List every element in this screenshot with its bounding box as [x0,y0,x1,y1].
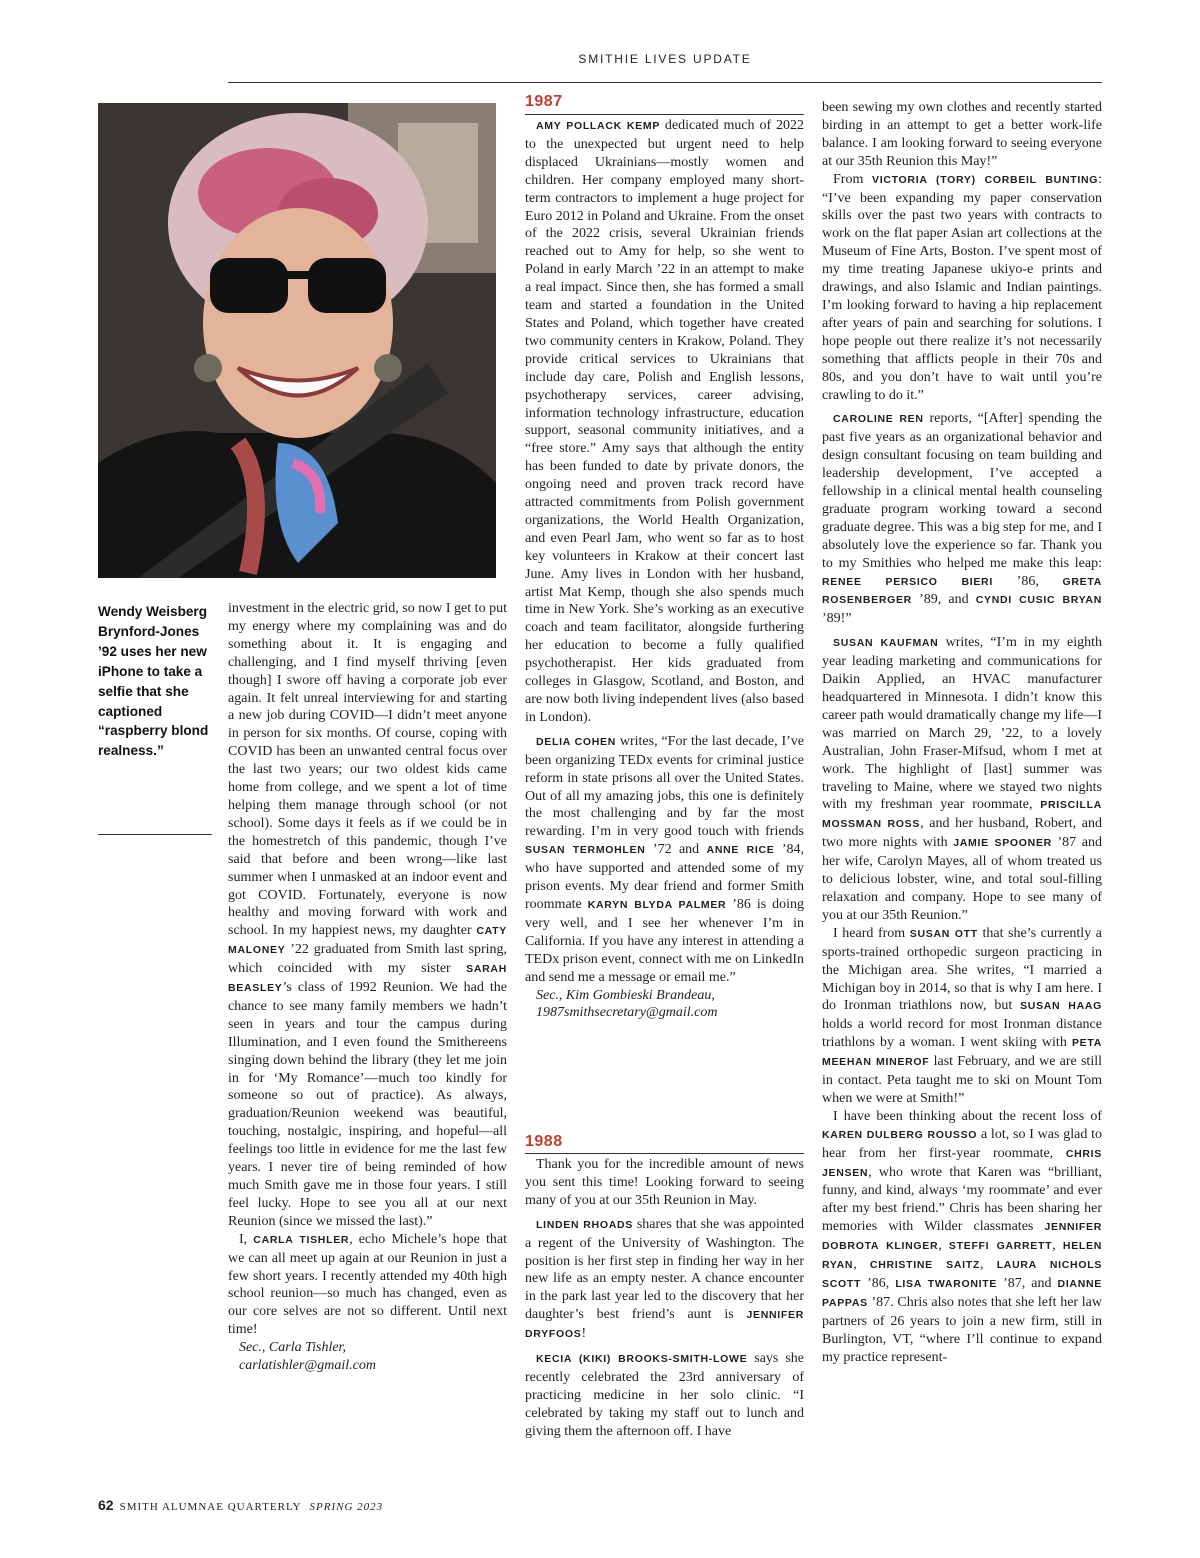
column-2-continued [525,1156,804,1441]
class-year-heading: 1987 [525,93,563,110]
secretary-signature: Sec., Carla Tishler, [239,1340,346,1356]
person-name: GRETA ROSENBERGER [822,575,1102,607]
person-name: SUSAN TERMOHLEN [525,844,646,857]
issue-date: SPRING 2023 [309,1501,384,1513]
secretary-email: 1987smithsecretary@gmail.com [536,1005,718,1021]
person-name: JENNIFER DOBROTA KLINGER [822,1221,1102,1253]
person-name: CAROLINE REN [833,413,924,426]
person-name: CHRISTINE SAITZ [869,1259,980,1272]
person-name: LINDEN RHOADS [536,1218,633,1231]
person-name: DELIA COHEN [536,735,617,748]
person-name: RENEE PERSICO BIERI [822,575,993,588]
paragraph: CAROLINE REN reports, “[After] spending the past five years as an organizational behavior and design consultant focusing on team building and leadership development, I’ve accepted a fellowship in a clinical mental health counseling graduate program working toward a second graduate degree. This was a big step for me, and I absolutely love the experience so far. Thank you to my Smithies who helped me make this leap: RENEE PERSICO BIERI ’86, GRETA ROSENBERGER ’89, and CYNDI CUSIC BRYAN ’89!” [822,411,1102,627]
paragraph: KECIA (KIKI) BROOKS-SMITH-LOWE says she recently celebrated the 23rd anniversary of practicing medicine in her solo clinic. “I celebrated by taking my staff out to lunch and giving them the afternoon off. I have [525,1351,804,1439]
secretary-email: carlatishler@gmail.com [239,1358,376,1374]
person-name: STEFFI GARRETT [948,1240,1053,1253]
paragraph: been sewing my own clothes and recently started birding in an attempt to get a better work-life balance. I am looking forward to seeing everyone at our 35th Reunion this May!” [822,100,1102,169]
column-2 [525,117,804,1022]
caption-rule [98,834,212,835]
paragraph: Thank you for the incredible amount of news you sent this time! Looking forward to seeing many of you at our 35th Reunion in May. [525,1157,804,1208]
section-title: SMITHIE LIVES UPDATE [578,52,752,66]
person-name: KAREN DULBERG ROUSSO [822,1128,978,1141]
person-name: SARAH BEASLEY [228,963,507,995]
paragraph: investment in the electric grid, so now I get to put my energy where my complaining was and do something about it. It is engaging and challenging, and I find myself thriving [even though] I swore off having a corporate job ever again. It felt unreal interviewing for and starting a new job during COVID—I didn’t meet anyone in person for six months. Of course, coping with COVID has been an unwanted central focus over the last two years; our two oldest kids came home from college, and we spent a lot of time helping them manage through school (or not school). Some days it feels as if we could be in the homestretch of this pandemic, though I’ve said that before and been wrong—like last summer when I unmasked at an indoor event and got COVID. Fortunately, everyone is now healthy and moving forward with work and school. In my happiest news, my daughter CATY MALONEY ’22 graduated from Smith last spring, which coincided with my sister SARAH BEASLEY’s class of 1992 Reunion. We had the chance to see many family members we hadn’t seen in years and tour the campus during Illumination, and I even found the Smithereens singing down behind the library (they let me join in for ‘My Romance’—much too kindly for someone so out of practice). As always, graduation/Reunion weekend was beautiful, touching, nostalgic, inspiring, and hopeful—all feelings too little in evidence for me the last few years. I never tire of being reminded of how much Smith gave me in those four years. I still feel lucky. Hope to see you all at our next Reunion (since we missed the last).” [228,601,507,1229]
paragraph: I have been thinking about the recent loss of KAREN DULBERG ROUSSO a lot, so I was glad to hear from her first-year roommate, CHRIS JENSEN, who wrote that Karen was “brilliant, funny, and kind, always ‘my roommate’ and ever after my best friend.” Chris has been sharing her memories with Wilder classmates JENNIFER DOBROTA KLINGER, STEFFI GARRETT, HELEN RYAN, CHRISTINE SAITZ, LAURA NICHOLS SCOTT ’86, LISA TWARONITE ’87, and DIANNE PAPPAS ’87. Chris also notes that she left her law partners of 26 years to join a new firm, still in Burlington, VT, “where I’ll continue to expand my practice represent- [822,1108,1103,1365]
person-name: DIANNE PAPPAS [822,1278,1102,1309]
header-rule [228,82,1102,83]
year-rule [525,114,804,115]
photo-caption: Wendy Weisberg Brynford-Jones ’92 uses her new iPhone to take a selfie that she captioned “raspberry blond realness.” [98,604,209,759]
person-name: VICTORIA (TORY) CORBEIL BUNTING [872,173,1099,186]
paragraph: AMY POLLACK KEMP dedicated much of 2022 to the unexpected but urgent need to help displaced Ukrainians—mostly women and children. Her company employed many short-term contractors to implement a huge project for Euro 2012 in Poland and Ukraine. From the onset of the 2022 crisis, several Ukrainian friends reached out to Amy for help, so she went to Poland in early March ’22 in an attempt to make a real impact. Since then, she has formed a small team and started a foundation in the United States and Poland, which together have created two community centers in Krakow, Poland. They provide critical services to Ukrainians that include day care, Polish and English lessons, psychotherapy services, career advising, information technology infrastructure, education support, seasonal community initiatives, and a “free store.” Amy says that although the entity has been funded to date by private donors, the ongoing need and proven track record have attracted commitments from Polish government organizations, the World Health Organization, and even Pearl Jam, who went so far as to host key volunteers in Krakow at their concert last June. Amy lives in London with her husband, artist Mat Kemp, though she also spends much time in New York. She’s working as an executive coach and team facilitator, alongside furthering her education to become a fully qualified psychotherapist. Her kids graduated from colleges in Glasgow, Scotland, and Boston, and are now both living independent lives (also based in London). [525,118,804,725]
person-name: KECIA (KIKI) BROOKS-SMITH-LOWE [536,1353,748,1366]
paragraph: LINDEN RHOADS shares that she was appointed a regent of the University of Washington. The position is her first step in finding her way in her new life as an empty nester. A chance encounter in the park last year led to the discovery that her daughter’s best friend’s aunt is JENNIFER DRYFOOS! [525,1216,804,1342]
person-name: PRISCILLA MOSSMAN ROSS [822,799,1102,831]
selfie-photo [98,103,496,578]
page-footer [98,1497,383,1513]
person-name: SUSAN KAUFMAN [833,637,939,650]
column-3 [822,99,1102,1367]
paragraph: DELIA COHEN writes, “For the last decade, I’ve been organizing TEDx events for criminal justice reform in state prisons all over the United States. Out of all my amazing jobs, this one is definitely the most challenging and by far the most rewarding. I’m in very good touch with friends SUSAN TERMOHLEN ’72 and ANNE RICE ’84, who have supported and attended some of my prison events. My dear friend and former Smith roommate KARYN BLYDA PALMER ’86 is doing very well, and I see her whenever I’m in California. If you have any interest in attending a TEDx prison event, connect with me on LinkedIn and send me a message or email me.” [525,733,804,985]
person-name: PETA MEEHAN MINEROF [822,1037,1102,1069]
person-name: KARYN BLYDA PALMER [587,898,727,911]
person-name: HELEN RYAN [822,1240,1102,1272]
person-name: JAMIE SPOONER [953,837,1052,850]
publication-name: SMITH ALUMNAE QUARTERLY [119,1501,302,1513]
class-year-heading: 1988 [525,1133,563,1150]
page-number: 62 [98,1497,114,1513]
person-name: SUSAN HAAG [1020,1000,1102,1013]
person-name: JENNIFER DRYFOOS [525,1309,804,1341]
paragraph: I, CARLA TISHLER, echo Michele’s hope that we can all meet up again at our Reunion in just a few short years. I recently attended my 40th high school reunion—so much has changed, even as our core selves are not so different. Until next time! [228,1231,507,1338]
person-name: LAURA NICHOLS SCOTT [822,1259,1103,1290]
person-name: CARLA TISHLER [253,1233,350,1246]
secretary-signature: Sec., Kim Gombieski Brandeau, [536,987,715,1003]
person-name: SUSAN OTT [909,927,978,940]
person-name: AMY POLLACK KEMP [536,120,661,132]
person-name: CHRIS JENSEN [822,1147,1102,1179]
person-name: CATY MALONEY [228,925,507,957]
paragraph: SUSAN KAUFMAN writes, “I’m in my eighth year leading marketing and communications for Daikin Applied, an HVAC manufacturer headquartered in Minnesota. I didn’t know this career path would dramatically change my life—I was married on March 29, ’22, to a lovely Australian, John Fraser-Mifsud, whom I met at work. The highlight of [last] summer was traveling to Maine, where we stayed two nights with my freshman year roommate, PRISCILLA MOSSMAN ROSS, and her husband, Robert, and two more nights with JAMIE SPOONER ’87 and her wife, Carolyn Mayes, all of whom treated us to delicious lobster, wine, and total soul-filling relaxation and company. Hope to see many of you at our 35th Reunion.” [822,635,1102,923]
paragraph: From VICTORIA (TORY) CORBEIL BUNTING: “I’ve been expanding my paper conservation skills over the past two years with contracts to work on the flat paper Asian art collections at the Museum of Fine Arts, Boston. I’ve spent most of my time treating Japanese ukiyo-e prints and drawings, and also Islamic and Indian paintings. I’m looking forward to having a hip replacement after years of pain and searching for solutions. I hope people out there realize it’s not necessarily something that afflicts people in their 70s and 80s, and you don’t have to wait until you’re crawling to do it.” [822,171,1102,403]
selfie-photo-illustration [98,103,496,578]
year-rule [525,1153,804,1154]
person-name: LISA TWARONITE [895,1278,998,1290]
paragraph: I heard from SUSAN OTT that she’s currently a sports-trained orthopedic surgeon practicing in the Michigan area. She writes, “I married a Michigan boy in 2014, so that is why I am here. I do Ironman triathlons now, but SUSAN HAAG holds a world record for most Ironman distance triathlons by a woman. I went skiing with PETA MEEHAN MINEROF last February, and we are still in contact. Peta taught me to ski on Mount Tom when we were at Smith!” [822,925,1103,1106]
person-name: ANNE RICE [706,844,775,857]
column-1 [228,600,507,1375]
person-name: CYNDI CUSIC BRYAN [975,594,1102,607]
